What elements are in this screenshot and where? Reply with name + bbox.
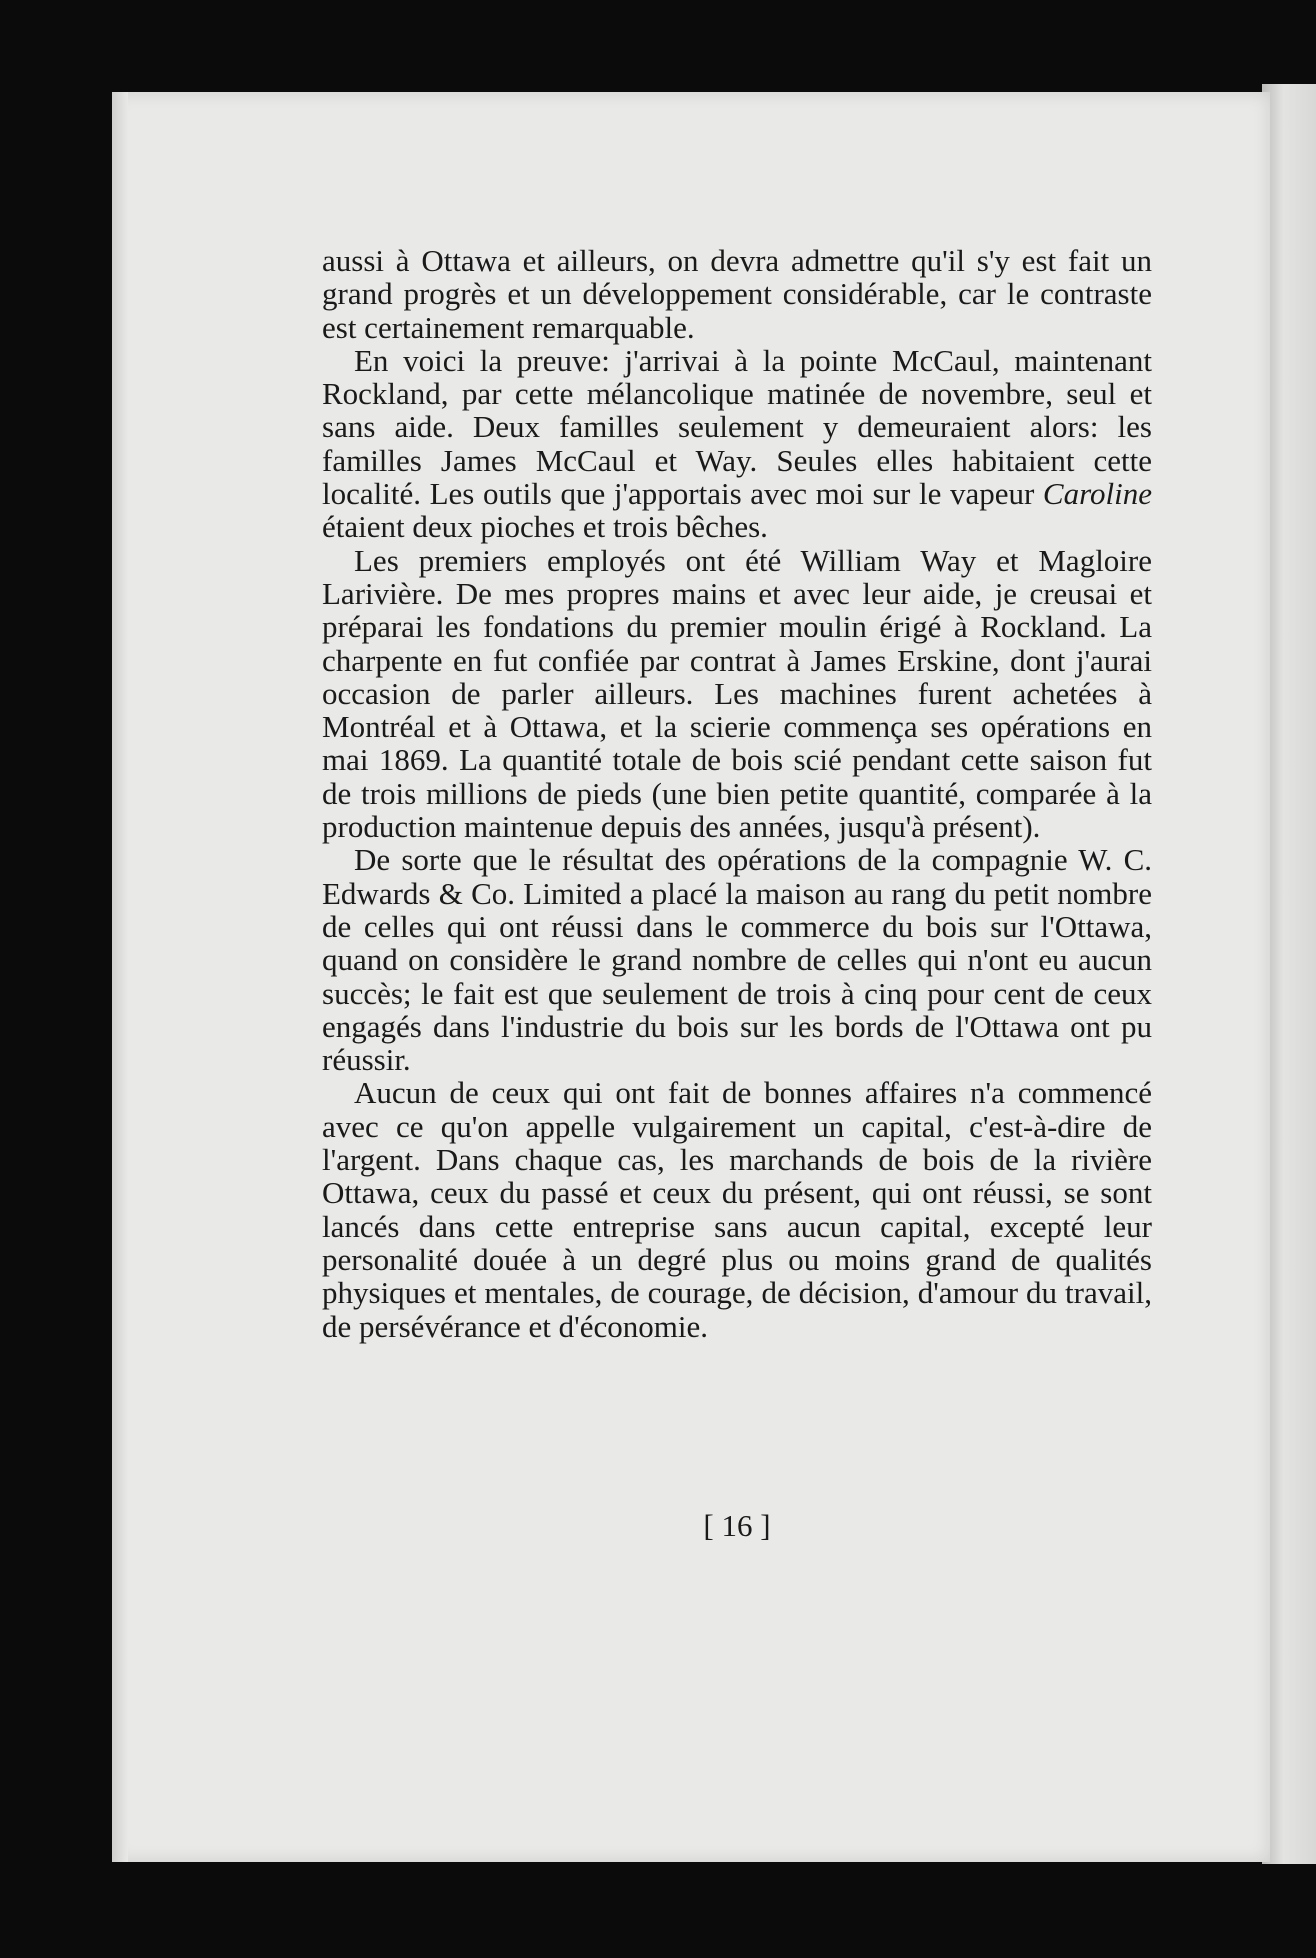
page-edge-left <box>112 92 128 1862</box>
folio-area <box>322 0 1152 1958</box>
vessel-name: Caroline <box>1042 476 1152 512</box>
paragraph-2-tail: étaient deux pioches et trois bêches. <box>322 509 768 545</box>
paragraph-4: De sorte que le résultat des opérations de la compagnie W. C. Edwards & Co. Limited a placé la maison au rang du petit nombre de celles qui ont réussi dans le commerce du bois sur l'Ottawa, quand on considère le grand nombre de celles qui n'ont eu aucun succès; le fait est que seulement de trois à cinq pour cent de ceux engagés dans l'industrie du bois sur les bords de l'Ottawa ont pu réussir. <box>322 842 1152 1078</box>
paragraph-3: Les premiers employés ont été William Way et Magloire Larivière. De mes propres mains et avec leur aide, je creusai et préparai les fondations du premier moulin érigé à Rockland. La charpente en fut confiée par contrat à James Erskine, dont j'aurai occasion de parler ailleurs. Les machines furent achetées à Montréal et à Ottawa, et la scierie commença ses opérations en mai 1869. La quantité totale de bois scié pendant cette saison fut de trois millions de pieds (une bien petite quantité, comparée à la production maintenue depuis des années, jusqu'à présent). <box>322 542 1152 845</box>
page-edge-right <box>1262 84 1316 1864</box>
paragraph-2-text: En voici la preuve: j'arrivai à la pointe McCaul, maintenant Rockland, par cette mélancolique matinée de novembre, seul et sans aide. Deux familles seulement y demeuraient alors: les familles James McCaul et Way. Seules elles habitaient cette localité. Les outils que j'apportais avec moi sur le vapeur <box>322 342 1152 512</box>
paragraph-1: aussi à Ottawa et ailleurs, on devra admettre qu'il s'y est fait un grand progrès et un développement considérable, car le contraste est certainement remarquable. <box>322 243 1152 345</box>
page-number: [ 16 ] <box>703 1508 771 1543</box>
paragraph-5: Aucun de ceux qui ont fait de bonnes affaires n'a commencé avec ce qu'on appelle vulgairement un capital, c'est-à-dire de l'argent. Dans chaque cas, les marchands de bois de la rivière Ottawa, ceux du passé et ceux du présent, qui ont réussi, se sont lancés dans cette entreprise sans aucun capital, excepté leur personalité douée à un degré plus ou moins grand de qualités physiques et mentales, de courage, de décision, d'amour du travail, de persévérance et d'économie. <box>322 1075 1152 1344</box>
